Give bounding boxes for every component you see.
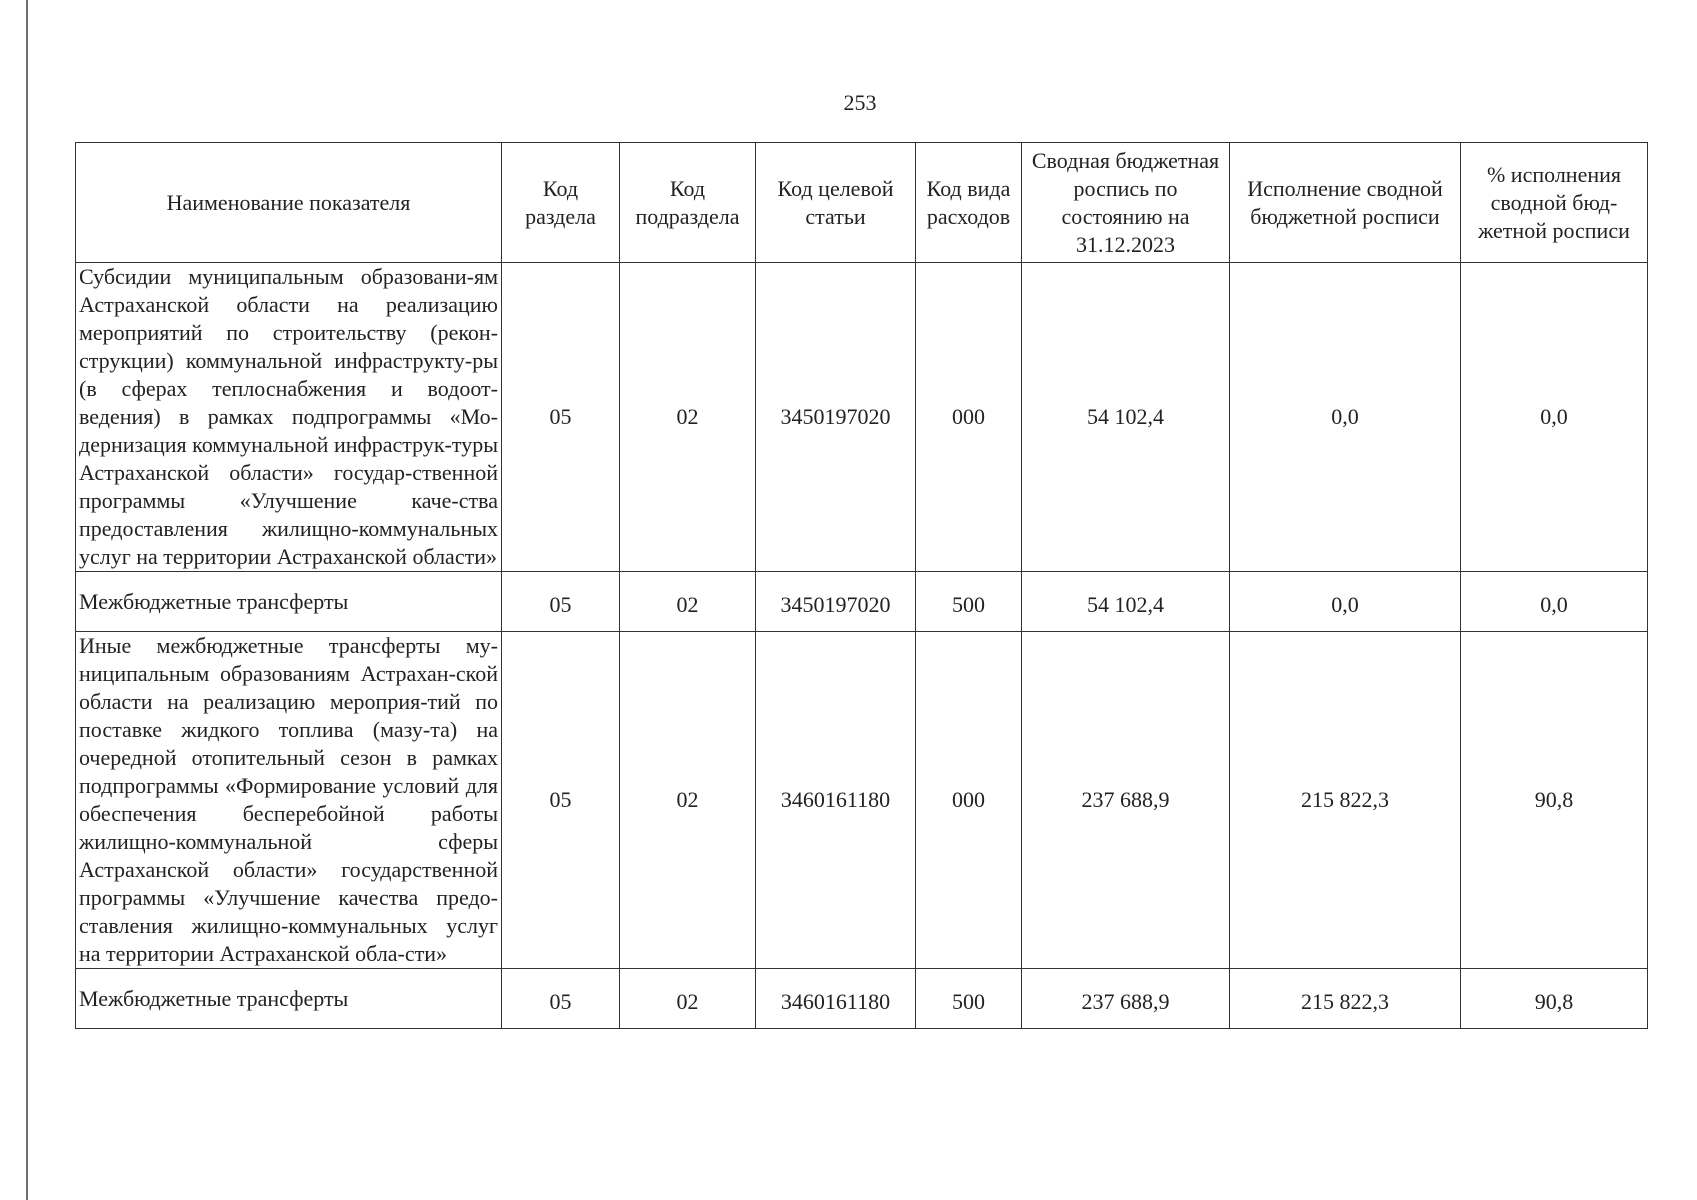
row-target-code: 3450197020 [756, 263, 916, 572]
row-section-code: 05 [502, 632, 620, 969]
row-expense-kind-code: 000 [916, 632, 1022, 969]
budget-table [75, 142, 1648, 1029]
header-name: Наименование показателя [76, 143, 502, 263]
row-execution: 215 822,3 [1230, 969, 1461, 1029]
row-budget-plan: 237 688,9 [1022, 632, 1230, 969]
row-percent: 90,8 [1461, 632, 1648, 969]
row-expense-kind-code: 500 [916, 969, 1022, 1029]
row-section-code: 05 [502, 969, 620, 1029]
header-target-code: Код целевой статьи [756, 143, 916, 263]
table-row [76, 572, 1648, 632]
row-expense-kind-code: 500 [916, 572, 1022, 632]
binding-line [26, 0, 28, 1200]
row-subsection-code: 02 [620, 263, 756, 572]
row-subsection-code: 02 [620, 632, 756, 969]
row-name: Иные межбюджетные трансферты му-ниципальным образованиям Астрахан-ской области на реализацию мероприя-тий по поставке жидкого топлива (мазу-та) на очередной отопительный сезон в рамках подпрограммы «Формирование условий для обеспечения бесперебойной работы жилищно-коммунальной сферы Астраханской области» государственной программы «Улучшение качества предо-ставления жилищно-коммунальных услуг на территории Астраханской обла-сти» [76, 632, 502, 969]
row-percent: 0,0 [1461, 263, 1648, 572]
row-target-code: 3460161180 [756, 969, 916, 1029]
row-percent: 90,8 [1461, 969, 1648, 1029]
header-subsection-code: Код подраздела [620, 143, 756, 263]
header-section-code: Код раздела [502, 143, 620, 263]
row-budget-plan: 54 102,4 [1022, 572, 1230, 632]
header-execution: Исполнение сводной бюджетной росписи [1230, 143, 1461, 263]
row-target-code: 3450197020 [756, 572, 916, 632]
row-budget-plan: 54 102,4 [1022, 263, 1230, 572]
row-execution: 0,0 [1230, 572, 1461, 632]
header-percent: % исполнения сводной бюд-жетной росписи [1461, 143, 1648, 263]
table-row [76, 969, 1648, 1029]
table-header-row [76, 143, 1648, 263]
row-subsection-code: 02 [620, 969, 756, 1029]
row-execution: 215 822,3 [1230, 632, 1461, 969]
row-target-code: 3460161180 [756, 632, 916, 969]
row-execution: 0,0 [1230, 263, 1461, 572]
row-percent: 0,0 [1461, 572, 1648, 632]
header-expense-kind-code: Код вида расходов [916, 143, 1022, 263]
page-number: 253 [843, 90, 877, 115]
row-name: Межбюджетные трансферты [76, 969, 502, 1029]
table-row [76, 263, 1648, 572]
row-name: Межбюджетные трансферты [76, 572, 502, 632]
table-row [76, 632, 1648, 969]
row-section-code: 05 [502, 263, 620, 572]
row-expense-kind-code: 000 [916, 263, 1022, 572]
row-subsection-code: 02 [620, 572, 756, 632]
row-section-code: 05 [502, 572, 620, 632]
row-name: Субсидии муниципальным образовани-ям Астраханской области на реализацию мероприятий по строительству (рекон-струкции) коммунальной инфраструкту-ры (в сферах теплоснабжения и водоот-ведения) в рамках подпрограммы «Мо-дернизация коммунальной инфраструк-туры Астраханской области» государ-ственной программы «Улучшение каче-ства предоставления жилищно-коммунальных услуг на территории Астраханской области» [76, 263, 502, 572]
header-budget-plan: Сводная бюджетная роспись по состоянию на 31.12.2023 [1022, 143, 1230, 263]
row-budget-plan: 237 688,9 [1022, 969, 1230, 1029]
